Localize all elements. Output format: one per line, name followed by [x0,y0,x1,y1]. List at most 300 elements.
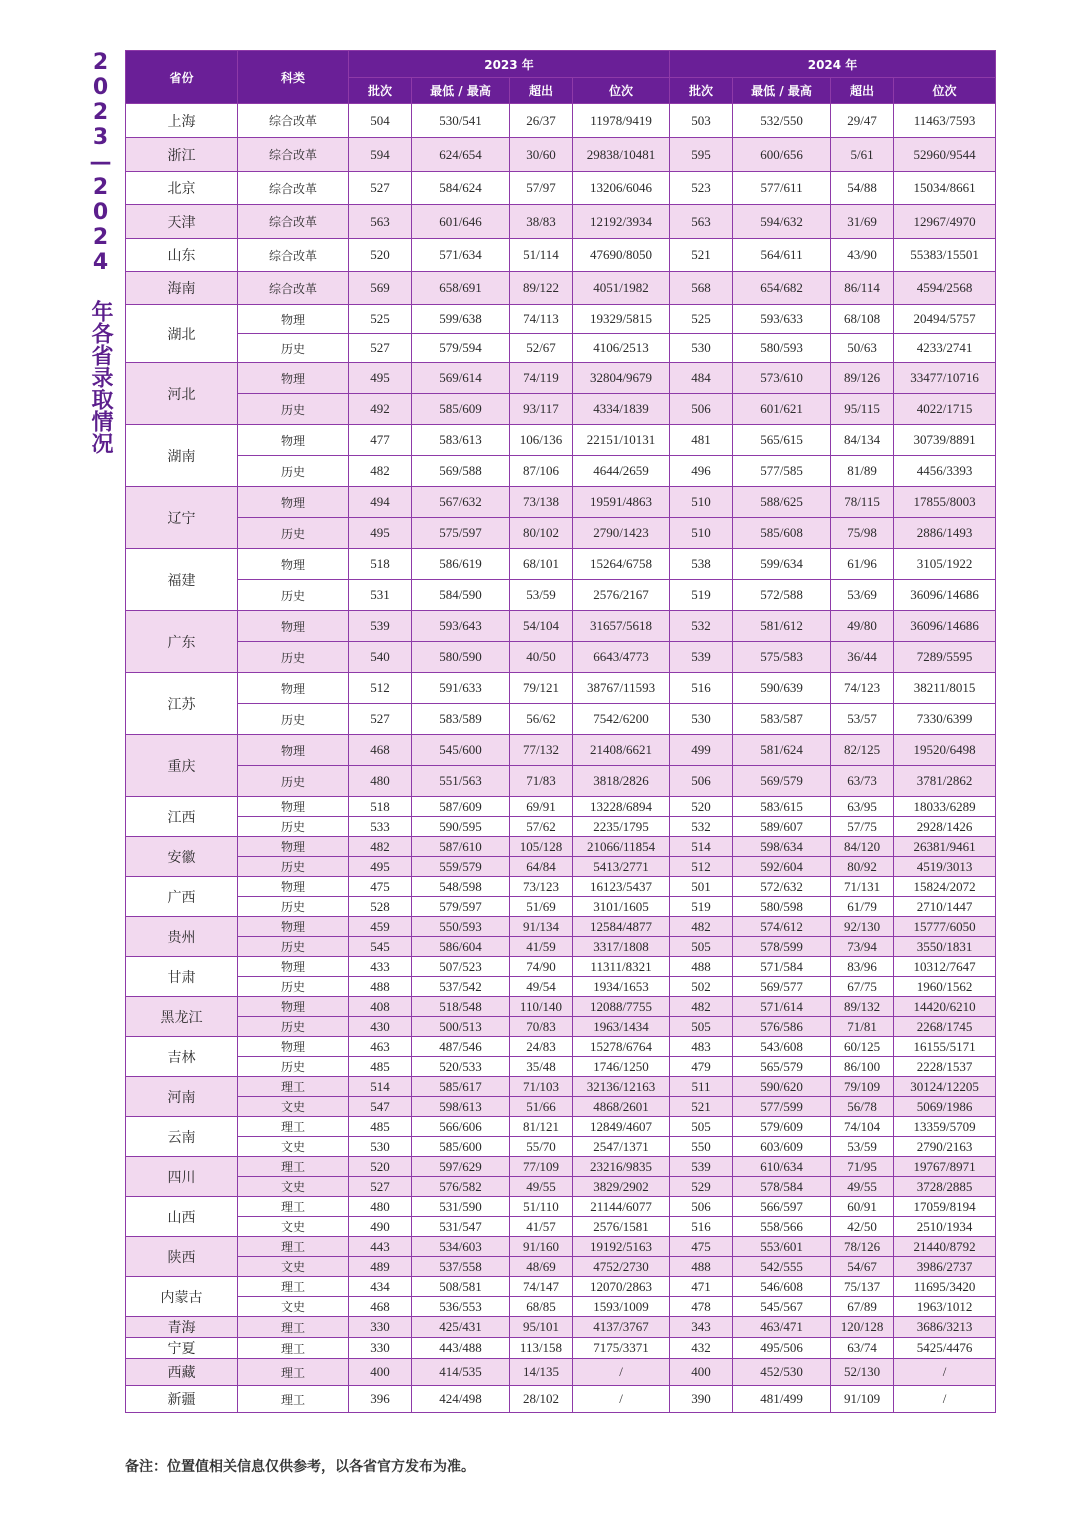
value-cell: 80/92 [831,857,894,877]
value-cell: 510 [670,487,733,518]
subject-cell: 文史 [238,1137,349,1157]
value-cell: 5425/4476 [894,1338,996,1359]
header-col: 最低 / 最高 [733,78,831,104]
value-cell: 459 [349,917,412,937]
province-cell: 江西 [126,797,238,837]
subject-cell: 理工 [238,1117,349,1137]
subject-cell: 综合改革 [238,239,349,272]
value-cell: 584/624 [412,172,510,205]
value-cell: 19767/8971 [894,1157,996,1177]
subject-cell: 物理 [238,957,349,977]
value-cell: 89/126 [831,363,894,394]
value-cell: 110/140 [510,997,573,1017]
value-cell: 523 [670,172,733,205]
value-cell: 43/90 [831,239,894,272]
subject-cell: 历史 [238,1017,349,1037]
value-cell: 601/621 [733,394,831,425]
value-cell: 29/47 [831,104,894,138]
subject-cell: 历史 [238,897,349,917]
value-cell: 73/94 [831,937,894,957]
value-cell: 574/612 [733,917,831,937]
subject-cell: 物理 [238,363,349,394]
value-cell: 501 [670,877,733,897]
value-cell: 57/75 [831,817,894,837]
table-row [126,272,996,305]
subject-cell: 文史 [238,1177,349,1197]
value-cell: 15278/6764 [573,1037,670,1057]
subject-cell: 历史 [238,704,349,735]
table-row [126,1097,996,1117]
value-cell: 475 [349,877,412,897]
value-cell: 60/91 [831,1197,894,1217]
value-cell: 559/579 [412,857,510,877]
value-cell: 32804/9679 [573,363,670,394]
subject-cell: 理工 [238,1338,349,1359]
value-cell: 14/135 [510,1359,573,1386]
value-cell: 530 [670,334,733,363]
table-row [126,425,996,456]
province-cell: 西藏 [126,1359,238,1386]
table-body [126,104,996,1413]
value-cell: 77/132 [510,735,573,766]
value-cell: 4022/1715 [894,394,996,425]
value-cell: 564/611 [733,239,831,272]
value-cell: 546/608 [733,1277,831,1297]
value-cell: 60/125 [831,1037,894,1057]
value-cell: 19329/5815 [573,305,670,334]
value-cell: 545 [349,937,412,957]
table-row [126,1217,996,1237]
value-cell: 2268/1745 [894,1017,996,1037]
value-cell: 505 [670,937,733,957]
table-row [126,487,996,518]
value-cell: 2228/1537 [894,1057,996,1077]
subject-cell: 历史 [238,642,349,673]
value-cell: 5069/1986 [894,1097,996,1117]
table-row [126,704,996,735]
value-cell: 89/132 [831,997,894,1017]
table-row [126,1037,996,1057]
value-cell: 516 [670,1217,733,1237]
table-row [126,673,996,704]
value-cell: 57/97 [510,172,573,205]
value-cell: 11695/3420 [894,1277,996,1297]
value-cell: 26/37 [510,104,573,138]
value-cell: 539 [670,1157,733,1177]
value-cell: 507/523 [412,957,510,977]
value-cell: / [573,1386,670,1413]
province-cell: 山西 [126,1197,238,1237]
value-cell: 572/588 [733,580,831,611]
value-cell: 21440/8792 [894,1237,996,1257]
value-cell: 527 [349,1177,412,1197]
value-cell: 514 [349,1077,412,1097]
value-cell: 488 [670,1257,733,1277]
value-cell: 1593/1009 [573,1297,670,1317]
value-cell: 40/50 [510,642,573,673]
value-cell: 527 [349,334,412,363]
value-cell: 68/101 [510,549,573,580]
province-cell: 甘肃 [126,957,238,997]
value-cell: 654/682 [733,272,831,305]
table-row [126,766,996,797]
value-cell: 591/633 [412,673,510,704]
value-cell: 14420/6210 [894,997,996,1017]
subject-cell: 历史 [238,977,349,997]
value-cell: 11311/8321 [573,957,670,977]
value-cell: 487/546 [412,1037,510,1057]
value-cell: 425/431 [412,1317,510,1338]
value-cell: 500/513 [412,1017,510,1037]
value-cell: 479 [670,1057,733,1077]
table-row [126,456,996,487]
province-cell: 湖北 [126,305,238,363]
value-cell: 22151/10131 [573,425,670,456]
value-cell: 583/587 [733,704,831,735]
value-cell: 572/632 [733,877,831,897]
value-cell: 38/83 [510,205,573,239]
value-cell: 4456/3393 [894,456,996,487]
value-cell: 53/59 [831,1137,894,1157]
value-cell: 624/654 [412,138,510,172]
value-cell: 577/585 [733,456,831,487]
value-cell: / [573,1359,670,1386]
value-cell: 3550/1831 [894,937,996,957]
subject-cell: 文史 [238,1217,349,1237]
value-cell: 71/95 [831,1157,894,1177]
header-col: 批次 [349,78,412,104]
value-cell: 35/48 [510,1057,573,1077]
value-cell: 78/126 [831,1237,894,1257]
value-cell: 597/629 [412,1157,510,1177]
value-cell: 33477/10716 [894,363,996,394]
value-cell: 4644/2659 [573,456,670,487]
subject-cell: 历史 [238,937,349,957]
subject-cell: 历史 [238,334,349,363]
value-cell: 4868/2601 [573,1097,670,1117]
subject-cell: 文史 [238,1097,349,1117]
table-row [126,363,996,394]
value-cell: 537/542 [412,977,510,997]
value-cell: 5/61 [831,138,894,172]
subject-cell: 综合改革 [238,138,349,172]
province-cell: 安徽 [126,837,238,877]
value-cell: 84/120 [831,837,894,857]
table-row [126,1338,996,1359]
value-cell: 525 [349,305,412,334]
value-cell: 558/566 [733,1217,831,1237]
value-cell: 518 [349,797,412,817]
value-cell: 54/67 [831,1257,894,1277]
value-cell: 49/54 [510,977,573,997]
header-year-2024: 2024 年 [670,51,996,78]
value-cell: 519 [670,897,733,917]
value-cell: 41/57 [510,1217,573,1237]
value-cell: 12967/4970 [894,205,996,239]
value-cell: 595 [670,138,733,172]
value-cell: 471 [670,1277,733,1297]
value-cell: 2886/1493 [894,518,996,549]
value-cell: 575/583 [733,642,831,673]
value-cell: 61/79 [831,897,894,917]
value-cell: 53/57 [831,704,894,735]
value-cell: 565/615 [733,425,831,456]
value-cell: 1746/1250 [573,1057,670,1077]
value-cell: 571/614 [733,997,831,1017]
value-cell: 4334/1839 [573,394,670,425]
value-cell: 578/599 [733,937,831,957]
value-cell: 400 [670,1359,733,1386]
value-cell: 83/96 [831,957,894,977]
province-cell: 宁夏 [126,1338,238,1359]
value-cell: 16155/5171 [894,1037,996,1057]
value-cell: 55/70 [510,1137,573,1157]
value-cell: 484 [670,363,733,394]
province-cell: 江苏 [126,673,238,735]
value-cell: 583/615 [733,797,831,817]
value-cell: 508/581 [412,1277,510,1297]
value-cell: 480 [349,1197,412,1217]
subject-cell: 理工 [238,1317,349,1338]
value-cell: 599/634 [733,549,831,580]
value-cell: 3728/2885 [894,1177,996,1197]
table-row [126,642,996,673]
value-cell: 5413/2771 [573,857,670,877]
value-cell: 506 [670,766,733,797]
province-cell: 海南 [126,272,238,305]
value-cell: 13206/6046 [573,172,670,205]
value-cell: 585/609 [412,394,510,425]
value-cell: 583/613 [412,425,510,456]
value-cell: 598/613 [412,1097,510,1117]
value-cell: 600/656 [733,138,831,172]
province-cell: 湖南 [126,425,238,487]
value-cell: 3686/3213 [894,1317,996,1338]
value-cell: 603/609 [733,1137,831,1157]
value-cell: 475 [670,1237,733,1257]
value-cell: 511 [670,1077,733,1097]
value-cell: 15777/6050 [894,917,996,937]
value-cell: 2547/1371 [573,1137,670,1157]
value-cell: 330 [349,1317,412,1338]
subject-cell: 物理 [238,917,349,937]
subject-cell: 理工 [238,1386,349,1413]
value-cell: 468 [349,735,412,766]
province-cell: 青海 [126,1317,238,1338]
value-cell: 79/121 [510,673,573,704]
value-cell: 518/548 [412,997,510,1017]
subject-cell: 历史 [238,857,349,877]
value-cell: 12584/4877 [573,917,670,937]
province-cell: 浙江 [126,138,238,172]
value-cell: 2235/1795 [573,817,670,837]
table-row [126,1386,996,1413]
value-cell: 12088/7755 [573,997,670,1017]
value-cell: 56/78 [831,1097,894,1117]
value-cell: 548/598 [412,877,510,897]
value-cell: 81/121 [510,1117,573,1137]
value-cell: 588/625 [733,487,831,518]
value-cell: 2790/1423 [573,518,670,549]
value-cell: 495 [349,518,412,549]
value-cell: 566/606 [412,1117,510,1137]
table-row [126,917,996,937]
value-cell: 1960/1562 [894,977,996,997]
subject-cell: 物理 [238,611,349,642]
value-cell: 74/147 [510,1277,573,1297]
value-cell: 519 [670,580,733,611]
value-cell: 61/96 [831,549,894,580]
value-cell: 30/60 [510,138,573,172]
subject-cell: 物理 [238,549,349,580]
table-row [126,797,996,817]
value-cell: 658/691 [412,272,510,305]
value-cell: 80/102 [510,518,573,549]
value-cell: 105/128 [510,837,573,857]
value-cell: 11463/7593 [894,104,996,138]
value-cell: 10312/7647 [894,957,996,977]
value-cell: 51/66 [510,1097,573,1117]
value-cell: 579/597 [412,897,510,917]
value-cell: 488 [349,977,412,997]
value-cell: 3829/2902 [573,1177,670,1197]
value-cell: 396 [349,1386,412,1413]
table-row [126,518,996,549]
value-cell: 495/506 [733,1338,831,1359]
value-cell: 590/620 [733,1077,831,1097]
value-cell: 568 [670,272,733,305]
value-cell: 390 [670,1386,733,1413]
table-row [126,305,996,334]
value-cell: 443 [349,1237,412,1257]
table-row [126,1117,996,1137]
value-cell: 17855/8003 [894,487,996,518]
value-cell: 19591/4863 [573,487,670,518]
value-cell: 20494/5757 [894,305,996,334]
value-cell: 29838/10481 [573,138,670,172]
header-col: 超出 [510,78,573,104]
value-cell: 538 [670,549,733,580]
value-cell: 4137/3767 [573,1317,670,1338]
value-cell: 21144/6077 [573,1197,670,1217]
value-cell: 343 [670,1317,733,1338]
value-cell: 4106/2513 [573,334,670,363]
header-year-2023: 2023 年 [349,51,670,78]
table-row [126,1197,996,1217]
province-cell: 河北 [126,363,238,425]
value-cell: 529 [670,1177,733,1197]
value-cell: 51/114 [510,239,573,272]
subject-cell: 理工 [238,1359,349,1386]
value-cell: 1934/1653 [573,977,670,997]
value-cell: 78/115 [831,487,894,518]
value-cell: 31657/5618 [573,611,670,642]
value-cell: 15034/8661 [894,172,996,205]
table-row [126,937,996,957]
table-row [126,1297,996,1317]
value-cell: 520 [349,239,412,272]
value-cell: 477 [349,425,412,456]
value-cell: 576/586 [733,1017,831,1037]
subject-cell: 综合改革 [238,272,349,305]
page-title: 2023—2024 年各省录取情况 [88,50,113,454]
value-cell: 525 [670,305,733,334]
value-cell: 580/593 [733,334,831,363]
value-cell: 569/579 [733,766,831,797]
value-cell: 47690/8050 [573,239,670,272]
subject-cell: 理工 [238,1237,349,1257]
value-cell: 2576/2167 [573,580,670,611]
value-cell: 7289/5595 [894,642,996,673]
value-cell: 478 [670,1297,733,1317]
subject-cell: 物理 [238,877,349,897]
table-row [126,817,996,837]
table-row [126,997,996,1017]
table-row [126,611,996,642]
header-col: 批次 [670,78,733,104]
value-cell: 2510/1934 [894,1217,996,1237]
value-cell: 73/123 [510,877,573,897]
value-cell: 590/639 [733,673,831,704]
value-cell: 15264/6758 [573,549,670,580]
value-cell: 528 [349,897,412,917]
value-cell: 3986/2737 [894,1257,996,1277]
table-row [126,857,996,877]
value-cell: 563 [349,205,412,239]
table-row [126,1077,996,1097]
value-cell: 567/632 [412,487,510,518]
value-cell: 95/101 [510,1317,573,1338]
value-cell: 86/114 [831,272,894,305]
value-cell: 585/608 [733,518,831,549]
value-cell: 63/74 [831,1338,894,1359]
value-cell: 6643/4773 [573,642,670,673]
subject-cell: 综合改革 [238,205,349,239]
province-cell: 内蒙古 [126,1277,238,1317]
subject-cell: 理工 [238,1077,349,1097]
value-cell: 63/95 [831,797,894,817]
subject-cell: 物理 [238,305,349,334]
value-cell: 11978/9419 [573,104,670,138]
value-cell: 533 [349,817,412,837]
header-col: 超出 [831,78,894,104]
value-cell: 569 [349,272,412,305]
header-col: 最低 / 最高 [412,78,510,104]
value-cell: 57/62 [510,817,573,837]
value-cell: 54/88 [831,172,894,205]
value-cell: 581/624 [733,735,831,766]
value-cell: / [894,1359,996,1386]
value-cell: 3317/1808 [573,937,670,957]
value-cell: 434 [349,1277,412,1297]
value-cell: 75/137 [831,1277,894,1297]
value-cell: 19192/5163 [573,1237,670,1257]
value-cell: 53/69 [831,580,894,611]
value-cell: 512 [349,673,412,704]
value-cell: 483 [670,1037,733,1057]
value-cell: 432 [670,1338,733,1359]
value-cell: 3818/2826 [573,766,670,797]
value-cell: 21066/11854 [573,837,670,857]
value-cell: 505 [670,1117,733,1137]
province-cell: 天津 [126,205,238,239]
value-cell: 571/634 [412,239,510,272]
value-cell: 3105/1922 [894,549,996,580]
value-cell: 499 [670,735,733,766]
province-cell: 广东 [126,611,238,673]
value-cell: 16123/5437 [573,877,670,897]
table-row [126,877,996,897]
